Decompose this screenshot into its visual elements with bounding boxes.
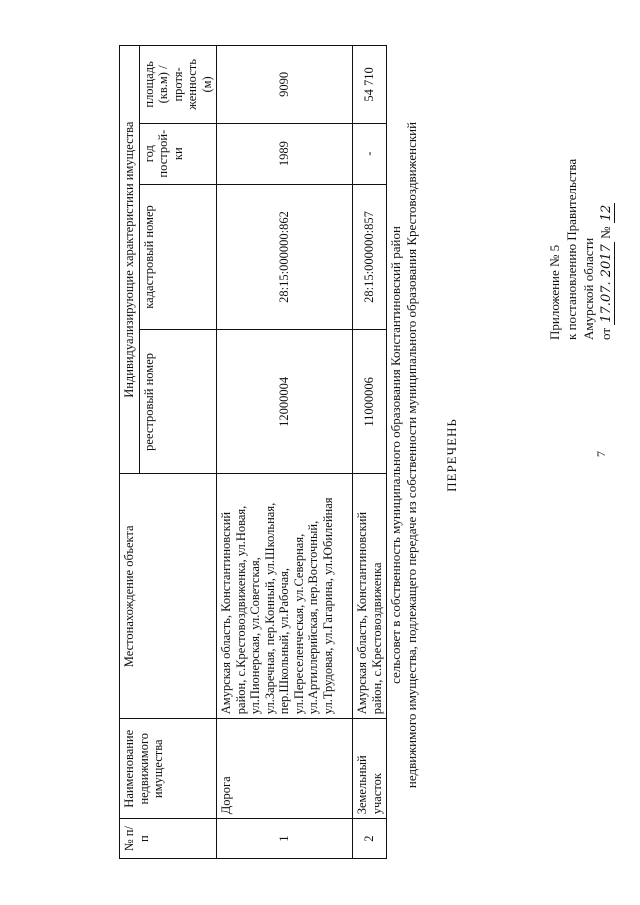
appendix-date-line [597, 159, 615, 340]
date-value: 17.07. 2017 [599, 244, 614, 323]
document-subtitle-line-1: недвижимого имущества, подлежащего передаче из собственности муниципального образования Крестовоздвиженский [404, 121, 419, 789]
row-num: 1 [217, 819, 353, 859]
appendix-line-3: Амурской области [581, 237, 596, 340]
header-cad-number: кадастровый номер [139, 184, 217, 330]
row-name: Земельный участок [353, 719, 387, 819]
row-cad-number: 28:15:000000:857 [353, 184, 387, 330]
page-number: 7 [594, 451, 608, 457]
row-year: 1989 [217, 123, 353, 184]
date-prefix: от [598, 327, 613, 340]
document-heading: ПЕРЕЧЕНЬ [444, 418, 459, 492]
table-row [353, 46, 387, 859]
row-name: Дорога [217, 719, 353, 819]
header-num: № п/п [120, 819, 217, 859]
table-row [217, 46, 353, 859]
document-subtitle-line-2: сельсовет в собственность муниципального образования Константиновский район [388, 226, 403, 684]
row-area: 54 710 [353, 46, 387, 124]
row-cad-number: 28:15:000000:862 [217, 184, 353, 330]
row-reg-number: 12000004 [217, 330, 353, 474]
row-location: Амурская область, Константиновский район, с.Крестовоздвиженка [353, 474, 387, 719]
header-year: год построй-ки [139, 123, 217, 184]
property-table [119, 45, 387, 859]
appendix-line-2: к постановлению Правительства [564, 158, 579, 340]
appendix-line-1: Приложение № 5 [547, 244, 562, 340]
row-num: 2 [353, 819, 387, 859]
appendix-block [546, 159, 615, 340]
number-value: 12 [599, 204, 614, 222]
header-name: Наименование недвижимого имущества [120, 719, 217, 819]
header-reg-number: реестровый номер [139, 330, 217, 474]
row-location: Амурская область, Константиновский район, с.Крестовоздвиженка, ул.Новая, ул.Пионерская, ул.Советская, ул.Заречная, пер.Конный, ул.Школьная, пер.Школьный, ул.Рабочая, ул.Переселенческая, ул.Северная, ул.Артиллерийская, пер.Восточный, ул.Трудовая, ул.Гагарина, ул.Юбилейная [217, 474, 353, 719]
row-area: 9090 [217, 46, 353, 124]
row-reg-number: 11000006 [353, 330, 387, 474]
header-area: площадь (кв.м) / протя-женность (м) [139, 46, 217, 124]
row-year: - [353, 123, 387, 184]
number-prefix: № [598, 226, 613, 239]
header-location: Местонахождение объекта [120, 474, 217, 719]
header-characteristics: Индивидуализирующие характеристики имущества [120, 46, 140, 474]
header-row [120, 46, 140, 859]
